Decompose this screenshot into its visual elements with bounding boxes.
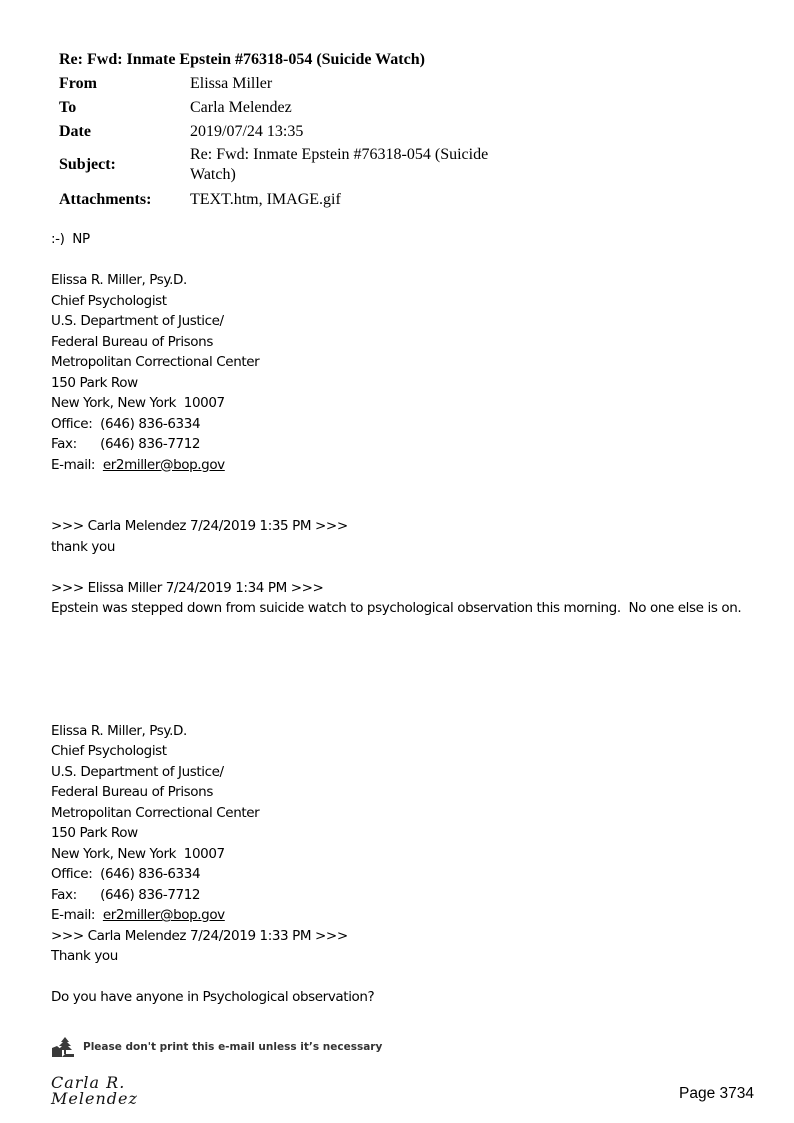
reply-text: :-) NP: [51, 231, 90, 247]
signature-office: Office: (646) 836-6334: [51, 415, 201, 432]
signature-facility: Metropolitan Correctional Center: [51, 354, 260, 370]
subject-value: Re: Fwd: Inmate Epstein #76318-054 (Suicide Watch): [190, 146, 489, 183]
signature-city: New York, New York 10007: [51, 395, 225, 411]
signature-facility: Metropolitan Correctional Center: [51, 804, 260, 821]
attachments-row: [59, 188, 530, 212]
signature-email: [51, 455, 741, 476]
to-label: To: [59, 99, 77, 116]
date-value: 2019/07/24 13:35: [190, 123, 304, 140]
cut-signature: Carla R. Melendez: [51, 1073, 138, 1108]
quote-question: Do you have anyone in Psychological observation?: [51, 989, 375, 1005]
signature-title: Chief Psychologist: [51, 292, 167, 309]
signature-email: [51, 905, 741, 926]
print-notice: [51, 1036, 382, 1058]
to-value: Carla Melendez: [190, 99, 292, 116]
quote-header: >>> Carla Melendez 7/24/2019 1:35 PM >>>: [51, 518, 348, 534]
signature-block: [51, 721, 741, 926]
subject-label: Subject:: [59, 156, 116, 173]
from-row: [59, 72, 530, 96]
signature-fax: Fax: (646) 836-7712: [51, 886, 201, 903]
quote-header: >>> Carla Melendez 7/24/2019 1:33 PM >>>: [51, 927, 348, 944]
signature-street: 150 Park Row: [51, 825, 138, 841]
email-header: [59, 48, 530, 212]
signature-street: 150 Park Row: [51, 374, 138, 391]
signature-bureau: Federal Bureau of Prisons: [51, 333, 213, 350]
subject-row: [59, 145, 530, 185]
handwritten-signature: [51, 1073, 211, 1108]
date-label: Date: [59, 123, 91, 140]
email-link[interactable]: er2miller@bop.gov: [102, 907, 225, 923]
signature-block: [51, 270, 741, 475]
signature-dept: U.S. Department of Justice/: [51, 763, 224, 780]
quote-text: thank you: [51, 538, 115, 555]
from-value: Elissa Miller: [190, 75, 273, 92]
signature-name: Elissa R. Miller, Psy.D.: [51, 722, 187, 739]
signature-office: Office: (646) 836-6334: [51, 866, 201, 882]
signature-bureau: Federal Bureau of Prisons: [51, 784, 213, 800]
date-row: [59, 120, 530, 144]
email-body: [51, 229, 741, 1008]
attachments-label: Attachments:: [59, 191, 152, 208]
email-title: Re: Fwd: Inmate Epstein #76318-054 (Suicide Watch): [59, 51, 425, 68]
tree-icon: [51, 1036, 75, 1058]
to-row: [59, 96, 530, 120]
signature-name: Elissa R. Miller, Psy.D.: [51, 272, 187, 288]
email-label: E-mail:: [51, 907, 103, 923]
signature-fax: Fax: (646) 836-7712: [51, 436, 201, 452]
email-label: E-mail:: [51, 456, 103, 473]
quote-text: Thank you: [51, 948, 118, 964]
signature-title: Chief Psychologist: [51, 743, 167, 759]
from-label: From: [59, 75, 97, 92]
signature-dept: U.S. Department of Justice/: [51, 313, 224, 329]
signature-city: New York, New York 10007: [51, 845, 225, 862]
attachments-value[interactable]: TEXT.htm, IMAGE.gif: [190, 191, 341, 208]
quote-header: >>> Elissa Miller 7/24/2019 1:34 PM >>>: [51, 579, 324, 596]
page-number: Page 3734: [679, 1085, 754, 1102]
quote-text: Epstein was stepped down from suicide watch to psychological observation this morning. No one else is on.: [51, 600, 742, 616]
email-link[interactable]: er2miller@bop.gov: [102, 456, 225, 473]
print-notice-text: Please don't print this e-mail unless it’s necessary: [83, 1041, 383, 1053]
